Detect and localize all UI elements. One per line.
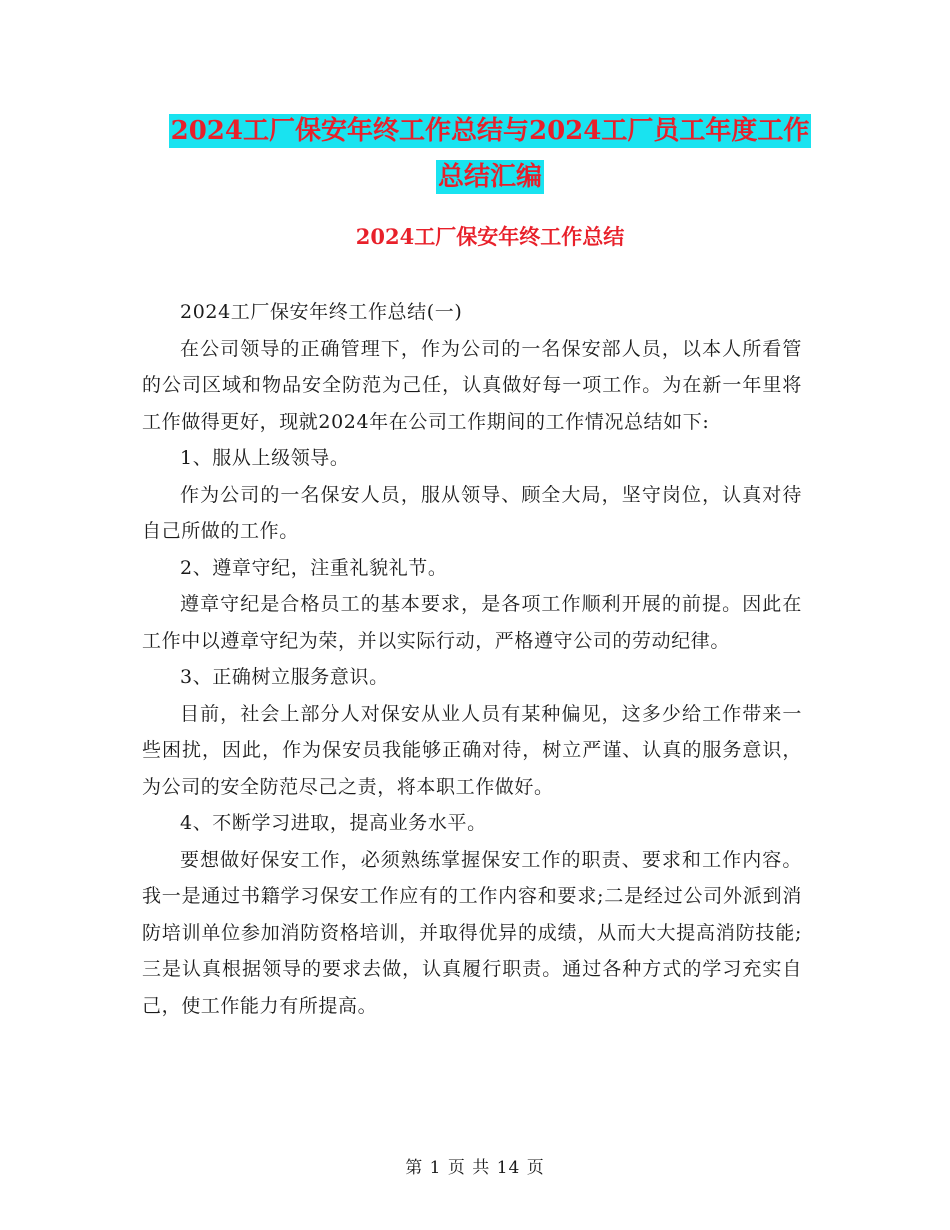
main-title-line-1: 2024工厂保安年终工作总结与2024工厂员工年度工作: [170, 116, 810, 146]
paragraph: 3、正确树立服务意识。: [180, 666, 389, 688]
paragraph: 1、服从上级领导。: [180, 447, 350, 469]
paragraph: 遵章守纪是合格员工的基本要求，是各项工作顺利开展的前提。因此在工作中以遵章守纪为荣，并以实际行动，严格遵守公司的劳动纪律。: [142, 593, 802, 652]
paragraph: 要想做好保安工作，必须熟练掌握保安工作的职责、要求和工作内容。我一是通过书籍学习保安工作应有的工作内容和要求;二是经过公司外派到消防培训单位参加消防资格培训，并取得优异的成绩，从而大大提高消防技能;三是认真根据领导的要求去做，认真履行职责。通过各种方式的学习充实自己，使工作能力有所提高。: [142, 848, 802, 1017]
document-body: [142, 294, 802, 1024]
paragraph: 作为公司的一名保安人员，服从领导、顾全大局，坚守岗位，认真对待自己所做的工作。: [142, 483, 802, 542]
paragraph: 2024工厂保安年终工作总结(一): [180, 301, 463, 323]
paragraph: 在公司领导的正确管理下，作为公司的一名保安部人员，以本人所看管的公司区域和物品安全防范为己任，认真做好每一项工作。为在新一年里将工作做得更好，现就2024年在公司工作期间的工作情况总结如下:: [142, 337, 802, 433]
main-title: [140, 108, 840, 200]
paragraph: 目前，社会上部分人对保安从业人员有某种偏见，这多少给工作带来一些困扰，因此，作为保安员我能够正确对待，树立严谨、认真的服务意识，为公司的安全防范尽己之责，将本职工作做好。: [142, 702, 802, 798]
paragraph: 2、遵章守纪，注重礼貌礼节。: [180, 556, 448, 579]
section-title: 2024工厂保安年终工作总结: [355, 224, 625, 249]
paragraph: 4、不断学习进取，提高业务水平。: [180, 812, 487, 834]
page-number-footer: 第 1 页 共 14 页: [405, 1158, 545, 1178]
main-title-line-2: 总结汇编: [437, 162, 542, 192]
